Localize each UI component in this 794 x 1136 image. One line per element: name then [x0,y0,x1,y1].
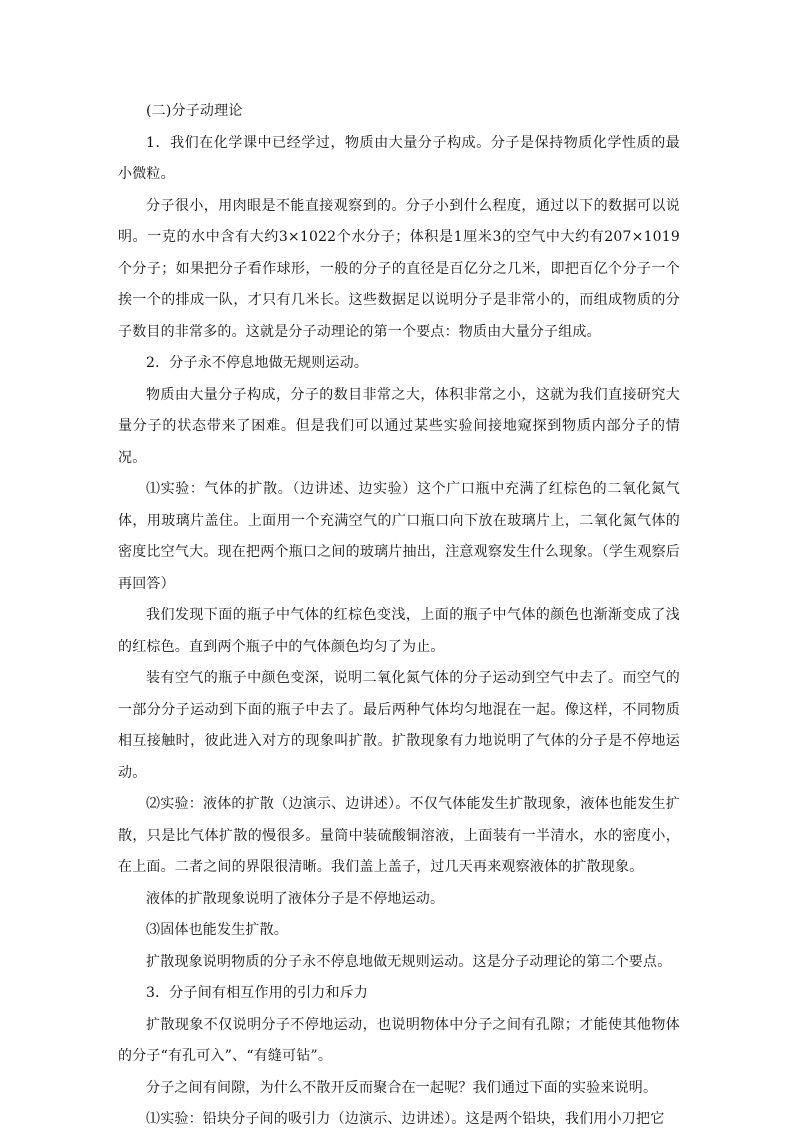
paragraph: ⑵实验：液体的扩散（边演示、边讲述）。不仅气体能发生扩散现象，液体也能发生扩散，只是比气体扩散的慢很多。量筒中装硫酸铜溶液，上面装有一半清水，水的密度小，在上面。二者之间的界限很清晰。我们盖上盖子，过几天再来观察液体的扩散现象。 [118,796,680,875]
paragraph: 2．分子永不停息地做无规则运动。 [146,355,369,371]
paragraph: 3．分子间有相互作用的引力和斥力 [146,985,369,1001]
paragraph: 物质由大量分子构成，分子的数目非常之大，体积非常之小，这就为我们直接研究大量分子的状态带来了困难。但是我们可以通过某些实验间接地窥探到物质内部分子的情况。 [118,386,680,466]
paragraph: 扩散现象不仅说明分子不停地运动，也说明物体中分子之间有孔隙；才能使其他物体的分子“有孔可入”、“有缝可钻”。 [118,1016,680,1064]
paragraph: 1．我们在化学课中已经学过，物质由大量分子构成。分子是保持物质化学性质的最小微粒。 [118,134,680,182]
paragraph: ⑴实验：铅块分子间的吸引力（边演示、边讲述）。这是两个铅块，我们用小刀把它 [146,1111,665,1127]
document-page [118,96,680,1136]
section-heading: (二)分子动理论 [146,103,243,119]
paragraph: 分子之间有间隙，为什么不散开反而聚合在一起呢？我们通过下面的实验来说明。 [146,1079,658,1096]
paragraph: 液体的扩散现象说明了液体分子是不停地运动。 [146,890,445,907]
paragraph: 装有空气的瓶子中颜色变深，说明二氧化氮气体的分子运动到空气中去了。而空气的一部分分子运动到下面的瓶子中去了。最后两种气体均匀地混在一起。像这样，不同物质相互接触时，彼此进入对方的现象叫扩散。扩散现象有力地说明了气体的分子是不停地运动。 [118,670,680,781]
paragraph: ⑶固体也能发生扩散。 [146,922,288,938]
paragraph: 我们发现下面的瓶子中气体的红棕色变浅，上面的瓶子中气体的颜色也渐渐变成了浅的红棕色。直到两个瓶子中的气体颜色均匀了为止。 [118,607,680,655]
paragraph: ⑴实验：气体的扩散。（边讲述、边实验）这个广口瓶中充满了红棕色的二氧化氮气体，用玻璃片盖住。上面用一个充满空气的广口瓶口向下放在玻璃片上，二氧化氮气体的密度比空气大。现在把两个瓶口之间的玻璃片抽出，注意观察发生什么现象。（学生观察后再回答） [118,481,680,592]
paragraph: 扩散现象说明物质的分子永不停息地做无规则运动。这是分子动理论的第二个要点。 [146,953,672,970]
paragraph: 分子很小，用肉眼是不能直接观察到的。分子小到什么程度，通过以下的数据可以说明。一克的水中含有大约3×1022个水分子；体积是1厘米3的空气中大约有207×1019个分子；如果把分子看作球形，一般的分子的直径是百亿分之几米，即把百亿个分子一个挨一个的排成一队，才只有几米长。这些数据足以说明分子是非常小的，而组成物质的分子数目的非常多的。这就是分子动理论的第一个要点：物质由大量分子组成。 [118,197,680,340]
